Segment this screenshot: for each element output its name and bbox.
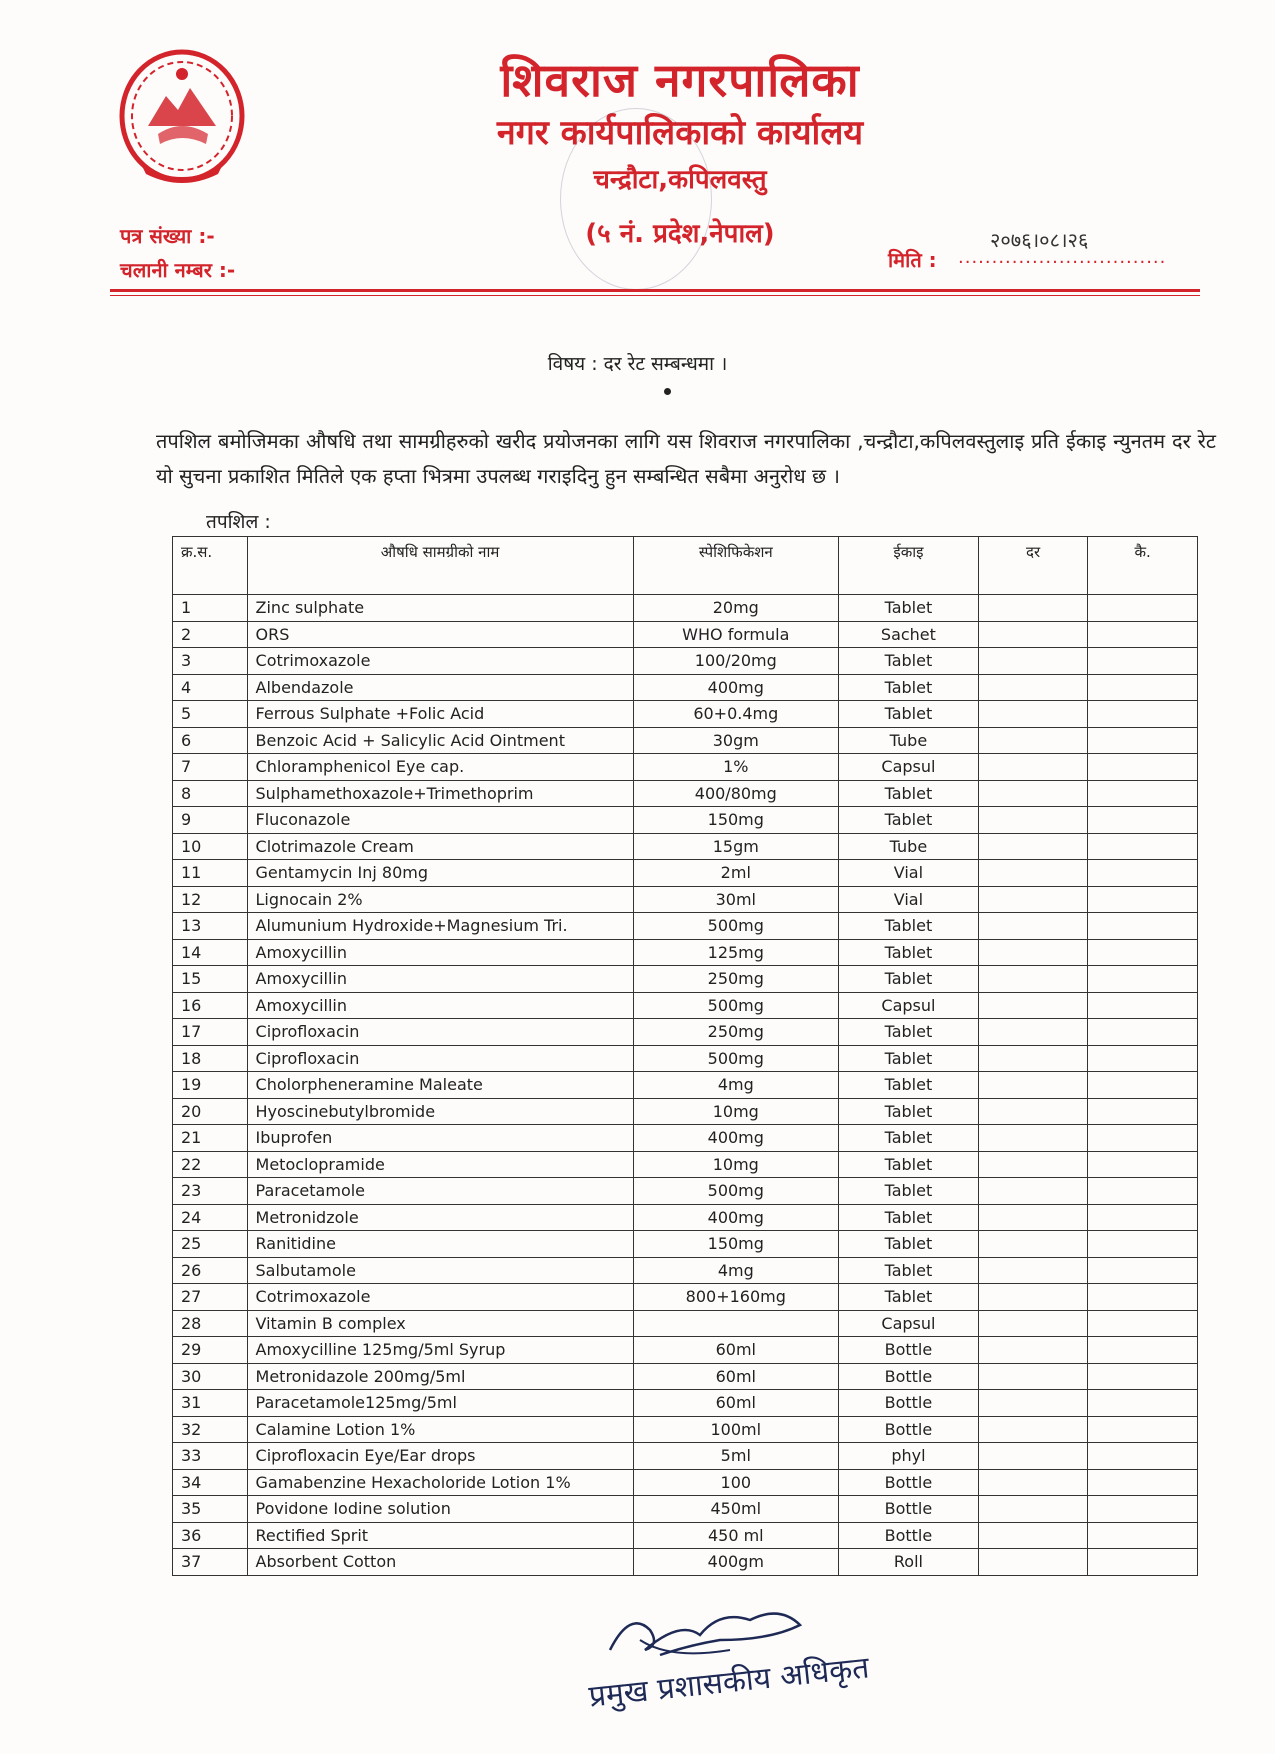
table-row [173,966,1198,993]
row-remarks [1088,807,1198,834]
row-specification: 250mg [633,1019,839,1046]
row-medicine-name: Ferrous Sulphate +Folic Acid [247,701,633,728]
table-row [173,1204,1198,1231]
row-serial: 31 [173,1390,248,1417]
row-rate [978,780,1088,807]
row-serial: 6 [173,727,248,754]
date-label: मिति : [888,248,937,272]
row-rate [978,1416,1088,1443]
row-medicine-name: Cotrimoxazole [247,648,633,675]
row-medicine-name: Amoxycillin [247,939,633,966]
row-specification: 4mg [633,1072,839,1099]
row-serial: 16 [173,992,248,1019]
row-unit: Tablet [839,595,979,622]
row-medicine-name: Zinc sulphate [247,595,633,622]
row-serial: 34 [173,1469,248,1496]
row-serial: 30 [173,1363,248,1390]
row-unit: Bottle [839,1522,979,1549]
table-row [173,1019,1198,1046]
row-rate [978,913,1088,940]
row-medicine-name: Cotrimoxazole [247,1284,633,1311]
row-remarks [1088,1522,1198,1549]
row-remarks [1088,966,1198,993]
row-serial: 1 [173,595,248,622]
office-province: (५ नं. प्रदेश,नेपाल) [585,219,775,249]
row-rate [978,621,1088,648]
table-row [173,1337,1198,1364]
row-rate [978,1549,1088,1576]
row-serial: 14 [173,939,248,966]
row-rate [978,966,1088,993]
table-row [173,860,1198,887]
table-row [173,648,1198,675]
row-unit: Tablet [839,1019,979,1046]
table-row [173,1522,1198,1549]
row-specification: 1% [633,754,839,781]
row-rate [978,701,1088,728]
row-unit: Tablet [839,1125,979,1152]
row-rate [978,1284,1088,1311]
table-row [173,1151,1198,1178]
row-specification: 400/80mg [633,780,839,807]
row-rate [978,1363,1088,1390]
row-specification: 150mg [633,807,839,834]
row-unit: Tablet [839,701,979,728]
row-specification: 400mg [633,674,839,701]
table-row [173,1231,1198,1258]
row-specification: 400gm [633,1549,839,1576]
row-specification: 60ml [633,1390,839,1417]
table-row [173,992,1198,1019]
row-rate [978,886,1088,913]
row-unit: Bottle [839,1469,979,1496]
row-unit: phyl [839,1443,979,1470]
row-medicine-name: Amoxycillin [247,992,633,1019]
row-specification: 60ml [633,1363,839,1390]
row-specification: 150mg [633,1231,839,1258]
row-rate [978,939,1088,966]
row-remarks [1088,1045,1198,1072]
table-row [173,1125,1198,1152]
row-serial: 27 [173,1284,248,1311]
row-rate [978,1337,1088,1364]
row-specification: 500mg [633,913,839,940]
row-serial: 29 [173,1337,248,1364]
row-serial: 12 [173,886,248,913]
row-remarks [1088,1443,1198,1470]
row-medicine-name: Paracetamole125mg/5ml [247,1390,633,1417]
row-rate [978,1496,1088,1523]
row-serial: 35 [173,1496,248,1523]
row-unit: Tube [839,727,979,754]
row-remarks [1088,1363,1198,1390]
row-specification: 15gm [633,833,839,860]
row-remarks [1088,1310,1198,1337]
row-unit: Tablet [839,1257,979,1284]
row-unit: Tablet [839,1098,979,1125]
dot-mark [664,388,671,395]
table-row [173,833,1198,860]
row-unit: Tablet [839,674,979,701]
row-medicine-name: Sulphamethoxazole+Trimethoprim [247,780,633,807]
row-medicine-name: Lignocain 2% [247,886,633,913]
row-serial: 24 [173,1204,248,1231]
row-serial: 9 [173,807,248,834]
row-medicine-name: Ibuprofen [247,1125,633,1152]
table-header-row [173,537,1198,595]
row-serial: 13 [173,913,248,940]
row-medicine-name: Calamine Lotion 1% [247,1416,633,1443]
row-specification: 30gm [633,727,839,754]
row-medicine-name: Alumunium Hydroxide+Magnesium Tri. [247,913,633,940]
row-serial: 19 [173,1072,248,1099]
row-medicine-name: Fluconazole [247,807,633,834]
row-specification: 450 ml [633,1522,839,1549]
row-remarks [1088,1337,1198,1364]
row-unit: Tablet [839,1204,979,1231]
row-unit: Tube [839,833,979,860]
header-rate: दर [978,537,1088,595]
table-row [173,1416,1198,1443]
table-row [173,1363,1198,1390]
row-specification: WHO formula [633,621,839,648]
row-specification: 4mg [633,1257,839,1284]
row-rate [978,674,1088,701]
row-remarks [1088,1390,1198,1417]
letter-number-label: पत्र संख्या :- [120,224,215,248]
table-row [173,1284,1198,1311]
row-unit: Tablet [839,1151,979,1178]
row-serial: 33 [173,1443,248,1470]
table-row [173,939,1198,966]
office-name: नगर कार्यपालिकाको कार्यालय [496,113,864,153]
row-rate [978,1151,1088,1178]
office-stamp [560,108,712,290]
table-row [173,1045,1198,1072]
row-serial: 5 [173,701,248,728]
row-remarks [1088,1257,1198,1284]
table-row [173,621,1198,648]
table-row [173,595,1198,622]
row-specification: 125mg [633,939,839,966]
row-rate [978,1310,1088,1337]
table-row [173,1549,1198,1576]
row-specification: 100/20mg [633,648,839,675]
row-remarks [1088,621,1198,648]
row-rate [978,754,1088,781]
row-rate [978,648,1088,675]
row-rate [978,1204,1088,1231]
row-specification: 30ml [633,886,839,913]
row-medicine-name: Povidone Iodine solution [247,1496,633,1523]
row-rate [978,1257,1088,1284]
row-rate [978,1231,1088,1258]
signatory-title: प्रमुख प्रशासकीय अधिकृत [587,1650,871,1715]
row-serial: 4 [173,674,248,701]
row-specification: 5ml [633,1443,839,1470]
row-rate [978,833,1088,860]
body-paragraph: तपशिल बमोजिमका औषधि तथा सामग्रीहरुको खरीद प्रयोजनका लागि यस शिवराज नगरपालिका ,चन्द्रौटा,कपिलवस्तुलाइ प्रति ईकाइ न्युनतम दर रेट यो सुचना प्रकाशित मितिले एक हप्ता भित्रमा उपलब्ध गराइदिनु हुन सम्बन्धित सबैमा अनुरोध छ । [156,429,1216,488]
row-unit: Roll [839,1549,979,1576]
row-remarks [1088,1125,1198,1152]
table-row [173,913,1198,940]
subject-line: विषय : दर रेट सम्बन्धमा । [547,353,728,375]
row-serial: 7 [173,754,248,781]
table-row [173,1098,1198,1125]
medicine-table [172,536,1198,1576]
row-rate [978,1443,1088,1470]
row-serial: 15 [173,966,248,993]
row-unit: Vial [839,886,979,913]
row-rate [978,860,1088,887]
header-remarks: कै. [1088,537,1198,595]
row-remarks [1088,1284,1198,1311]
row-unit: Tablet [839,966,979,993]
row-remarks [1088,1231,1198,1258]
table-row [173,1072,1198,1099]
row-serial: 21 [173,1125,248,1152]
row-remarks [1088,939,1198,966]
row-serial: 8 [173,780,248,807]
row-medicine-name: Benzoic Acid + Salicylic Acid Ointment [247,727,633,754]
row-serial: 11 [173,860,248,887]
row-medicine-name: Metoclopramide [247,1151,633,1178]
row-medicine-name: Amoxycilline 125mg/5ml Syrup [247,1337,633,1364]
row-specification [633,1310,839,1337]
header-rule-thin [110,295,1200,296]
row-specification: 800+160mg [633,1284,839,1311]
row-rate [978,1469,1088,1496]
table-row [173,886,1198,913]
row-remarks [1088,1204,1198,1231]
row-medicine-name: Chloramphenicol Eye cap. [247,754,633,781]
row-unit: Tablet [839,913,979,940]
municipality-name: शिवराज नगरपालिका [500,53,860,107]
table-row [173,674,1198,701]
row-rate [978,1072,1088,1099]
row-remarks [1088,860,1198,887]
row-medicine-name: Absorbent Cotton [247,1549,633,1576]
header-sn: क्र.स. [173,537,248,595]
row-specification: 250mg [633,966,839,993]
row-medicine-name: ORS [247,621,633,648]
row-medicine-name: Ciprofloxacin [247,1045,633,1072]
row-specification: 100ml [633,1416,839,1443]
row-rate [978,1045,1088,1072]
row-serial: 23 [173,1178,248,1205]
row-medicine-name: Ranitidine [247,1231,633,1258]
row-unit: Tablet [839,1072,979,1099]
table-row [173,1496,1198,1523]
row-remarks [1088,1019,1198,1046]
table-row [173,1469,1198,1496]
row-remarks [1088,701,1198,728]
row-remarks [1088,727,1198,754]
row-remarks [1088,1549,1198,1576]
row-medicine-name: Metronidzole [247,1204,633,1231]
row-unit: Bottle [839,1416,979,1443]
row-unit: Tablet [839,1045,979,1072]
row-rate [978,1522,1088,1549]
row-serial: 20 [173,1098,248,1125]
table-row [173,1443,1198,1470]
row-unit: Tablet [839,939,979,966]
row-unit: Bottle [839,1337,979,1364]
row-rate [978,1098,1088,1125]
row-medicine-name: Gamabenzine Hexacholoride Lotion 1% [247,1469,633,1496]
row-remarks [1088,886,1198,913]
row-medicine-name: Vitamin B complex [247,1310,633,1337]
row-unit: Tablet [839,807,979,834]
row-unit: Sachet [839,621,979,648]
row-rate [978,1390,1088,1417]
row-serial: 32 [173,1416,248,1443]
row-unit: Bottle [839,1496,979,1523]
nepal-emblem-icon [118,48,246,188]
row-serial: 25 [173,1231,248,1258]
table-row [173,1390,1198,1417]
header-name: औषधि सामग्रीको नाम [247,537,633,595]
row-medicine-name: Paracetamole [247,1178,633,1205]
row-rate [978,807,1088,834]
row-remarks [1088,833,1198,860]
row-remarks [1088,595,1198,622]
row-unit: Bottle [839,1363,979,1390]
row-remarks [1088,1469,1198,1496]
date-dots: ............................... [958,247,1167,268]
row-medicine-name: Hyoscinebutylbromide [247,1098,633,1125]
row-unit: Capsul [839,754,979,781]
row-remarks [1088,913,1198,940]
row-medicine-name: Albendazole [247,674,633,701]
row-remarks [1088,992,1198,1019]
row-serial: 22 [173,1151,248,1178]
row-specification: 400mg [633,1204,839,1231]
row-remarks [1088,1151,1198,1178]
table-body [173,595,1198,1576]
table-row [173,1310,1198,1337]
dispatch-number-label: चलानी नम्बर :- [120,258,236,282]
row-medicine-name: Amoxycillin [247,966,633,993]
row-specification: 500mg [633,1045,839,1072]
row-rate [978,1019,1088,1046]
row-specification: 500mg [633,992,839,1019]
row-medicine-name: Salbutamole [247,1257,633,1284]
table-row [173,727,1198,754]
date-value: २०७६।०८।२६ [990,228,1089,252]
row-specification: 60ml [633,1337,839,1364]
table-row [173,754,1198,781]
row-medicine-name: Clotrimazole Cream [247,833,633,860]
row-unit: Tablet [839,1231,979,1258]
header-spec: स्पेशिफिकेशन [633,537,839,595]
table-row [173,701,1198,728]
row-unit: Bottle [839,1390,979,1417]
row-serial: 36 [173,1522,248,1549]
row-rate [978,1125,1088,1152]
row-remarks [1088,1416,1198,1443]
row-serial: 3 [173,648,248,675]
row-unit: Tablet [839,780,979,807]
row-unit: Vial [839,860,979,887]
row-medicine-name: Rectified Sprit [247,1522,633,1549]
row-unit: Capsul [839,992,979,1019]
row-specification: 500mg [633,1178,839,1205]
row-medicine-name: Metronidazole 200mg/5ml [247,1363,633,1390]
row-remarks [1088,648,1198,675]
row-rate [978,1178,1088,1205]
header-rule [110,289,1200,292]
office-location: चन्द्रौटा,कपिलवस्तु [593,165,767,195]
row-specification: 60+0.4mg [633,701,839,728]
row-unit: Tablet [839,1284,979,1311]
row-remarks [1088,674,1198,701]
row-medicine-name: Ciprofloxacin Eye/Ear drops [247,1443,633,1470]
header-unit: ईकाइ [839,537,979,595]
row-unit: Tablet [839,1178,979,1205]
row-serial: 28 [173,1310,248,1337]
row-medicine-name: Ciprofloxacin [247,1019,633,1046]
row-medicine-name: Cholorpheneramine Maleate [247,1072,633,1099]
schedule-label: तपशिल : [206,511,271,533]
row-specification: 450ml [633,1496,839,1523]
table-row [173,1257,1198,1284]
row-medicine-name: Gentamycin Inj 80mg [247,860,633,887]
row-specification: 10mg [633,1098,839,1125]
row-remarks [1088,1178,1198,1205]
row-serial: 18 [173,1045,248,1072]
row-remarks [1088,1496,1198,1523]
row-serial: 10 [173,833,248,860]
row-serial: 17 [173,1019,248,1046]
row-rate [978,595,1088,622]
row-specification: 20mg [633,595,839,622]
row-unit: Tablet [839,648,979,675]
row-remarks [1088,1098,1198,1125]
row-remarks [1088,754,1198,781]
row-specification: 2ml [633,860,839,887]
row-specification: 100 [633,1469,839,1496]
row-specification: 10mg [633,1151,839,1178]
row-rate [978,727,1088,754]
row-remarks [1088,1072,1198,1099]
table-row [173,780,1198,807]
table-row [173,807,1198,834]
row-remarks [1088,780,1198,807]
row-rate [978,992,1088,1019]
row-serial: 2 [173,621,248,648]
row-specification: 400mg [633,1125,839,1152]
row-serial: 26 [173,1257,248,1284]
row-unit: Capsul [839,1310,979,1337]
row-serial: 37 [173,1549,248,1576]
table-row [173,1178,1198,1205]
